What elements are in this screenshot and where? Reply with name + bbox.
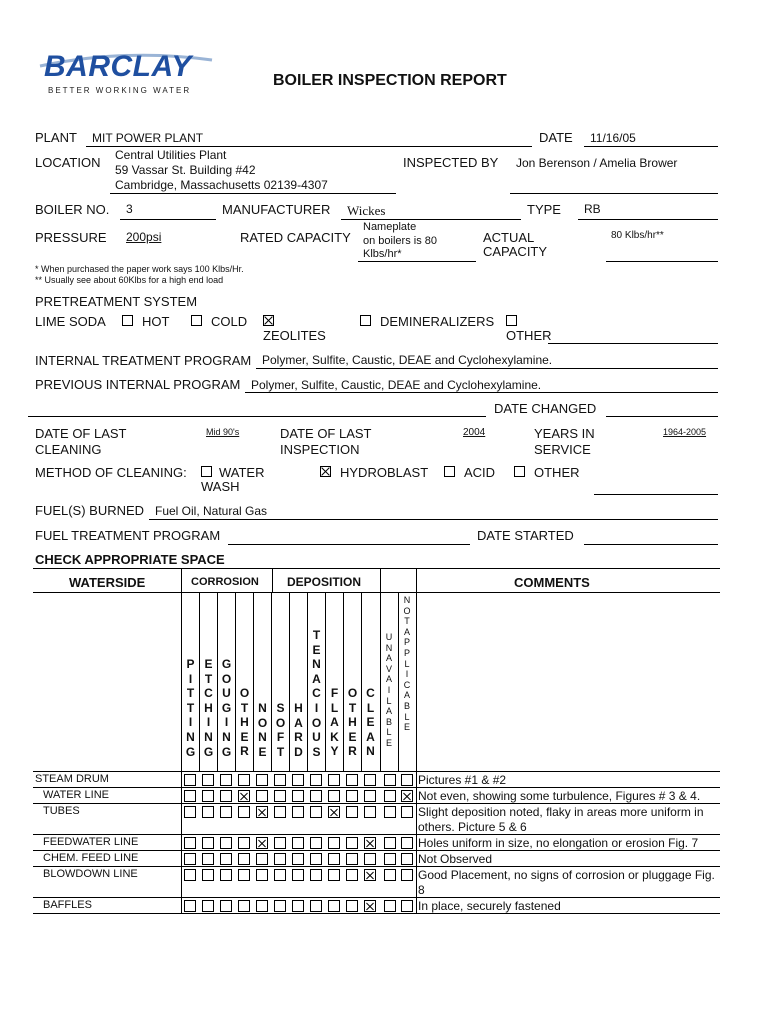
grid-checkbox[interactable] (346, 853, 358, 865)
row-water-line: WATER LINE (43, 789, 110, 801)
last-inspection-label-2: INSPECTION (280, 442, 360, 457)
date-started-label: DATE STARTED (477, 528, 574, 543)
grid-checkbox[interactable] (364, 790, 376, 802)
comment-feedwater-line[interactable]: Holes uniform in size, no elongation or erosion Fig. 7 (418, 836, 699, 850)
grid-checkbox[interactable] (384, 869, 396, 881)
grid-checkbox[interactable] (256, 806, 268, 818)
grid-checkbox[interactable] (310, 869, 322, 881)
method-label: METHOD OF CLEANING: (35, 465, 187, 480)
grid-checkbox[interactable] (292, 790, 304, 802)
note-1: * When purchased the paper work says 100 Klbs/Hr. (35, 264, 244, 274)
previous-program-value[interactable]: Polymer, Sulfite, Caustic, DEAE and Cyclohexylamine. (251, 378, 542, 392)
grid-checkbox[interactable] (384, 790, 396, 802)
grid-checkbox[interactable] (184, 869, 196, 881)
row-chem-feed-line: CHEM. FEED LINE (43, 852, 139, 864)
grid-checkbox[interactable] (202, 774, 214, 786)
grid-checkbox[interactable] (364, 900, 376, 912)
boiler-no-label: BOILER NO. (35, 202, 110, 217)
grid-checkbox[interactable] (184, 774, 196, 786)
inspected-by-label: INSPECTED BY (403, 155, 499, 170)
location-line-3[interactable]: Cambridge, Massachusetts 02139-4307 (115, 178, 328, 192)
grid-checkbox[interactable] (310, 774, 322, 786)
grid-checkbox[interactable] (346, 900, 358, 912)
grid-checkbox[interactable] (292, 869, 304, 881)
grid-checkbox[interactable] (364, 853, 376, 865)
grid-checkbox[interactable] (220, 869, 232, 881)
date-changed-label: DATE CHANGED (494, 401, 597, 416)
deposition-header: DEPOSITION (287, 575, 362, 589)
col-clean: C L E A N (366, 686, 375, 759)
inspected-by-value[interactable]: Jon Berenson / Amelia Brower (516, 156, 678, 170)
last-cleaning-label-1: DATE OF LAST (35, 426, 127, 441)
location-line-1[interactable]: Central Utilities Plant (115, 148, 227, 162)
pretreatment-label: PRETREATMENT SYSTEM (35, 294, 198, 309)
grid-checkbox[interactable] (364, 869, 376, 881)
grid-checkbox[interactable] (384, 837, 396, 849)
grid-checkbox[interactable] (328, 837, 340, 849)
grid-checkbox[interactable] (220, 806, 232, 818)
years-value[interactable]: 1964-2005 (663, 427, 707, 437)
manufacturer-label: MANUFACTURER (222, 202, 331, 217)
grid-checkbox[interactable] (310, 837, 322, 849)
grid-checkbox[interactable] (328, 774, 340, 786)
grid-checkbox[interactable] (202, 869, 214, 881)
grid-checkbox[interactable] (184, 900, 196, 912)
grid-checkbox[interactable] (220, 774, 232, 786)
grid-checkbox[interactable] (202, 806, 214, 818)
grid-checkbox[interactable] (202, 853, 214, 865)
grid-checkbox[interactable] (401, 837, 413, 849)
date-value[interactable]: 11/16/05 (590, 131, 636, 145)
years-label-1: YEARS IN (534, 426, 595, 441)
grid-checkbox[interactable] (238, 806, 250, 818)
grid-checkbox[interactable] (346, 837, 358, 849)
grid-checkbox[interactable] (364, 774, 376, 786)
grid-checkbox[interactable] (364, 837, 376, 849)
grid-checkbox[interactable] (274, 806, 286, 818)
grid-checkbox[interactable] (346, 806, 358, 818)
logo-brand: BARCLAY (44, 50, 192, 83)
grid-checkbox[interactable] (401, 806, 413, 818)
last-cleaning-value[interactable]: Mid 90's (206, 427, 240, 437)
grid-checkbox[interactable] (310, 790, 322, 802)
grid-checkbox[interactable] (256, 900, 268, 912)
rated-capacity-line-2[interactable]: on boilers is 80 (363, 235, 437, 247)
plant-value[interactable]: MIT POWER PLANT (92, 131, 204, 145)
grid-checkbox[interactable] (401, 853, 413, 865)
note-2: ** Usually see about 60Klbs for a high end load (35, 275, 224, 285)
grid-checkbox[interactable] (220, 900, 232, 912)
last-inspection-value[interactable]: 2004 (463, 427, 486, 438)
grid-checkbox[interactable] (202, 837, 214, 849)
internal-program-value[interactable]: Polymer, Sulfite, Caustic, DEAE and Cyclohexylamine. (262, 353, 553, 367)
grid-checkbox[interactable] (292, 853, 304, 865)
col-other-deposition: O T H E R (347, 686, 358, 759)
grid-checkbox[interactable] (256, 774, 268, 786)
grid-checkbox[interactable] (401, 869, 413, 881)
grid-checkbox[interactable] (401, 900, 413, 912)
grid-checkbox[interactable] (328, 790, 340, 802)
fuels-value[interactable]: Fuel Oil, Natural Gas (155, 504, 268, 518)
report-title: BOILER INSPECTION REPORT (273, 72, 507, 89)
grid-checkbox[interactable] (238, 790, 250, 802)
grid-checkbox[interactable] (238, 853, 250, 865)
grid-checkbox[interactable] (274, 853, 286, 865)
col-flaky: F L A K Y (330, 686, 339, 759)
comment-blowdown-line[interactable]: Good Placement, no signs of corrosion or pluggage Fig. 8 (418, 868, 715, 897)
grid-checkbox[interactable] (274, 837, 286, 849)
col-hard: H A R D (294, 701, 303, 759)
grid-checkbox[interactable] (384, 774, 396, 786)
comment-steam-drum[interactable]: Pictures #1 & #2 (418, 773, 507, 787)
demineralizers-label: DEMINERALIZERS (380, 314, 495, 329)
grid-checkbox[interactable] (292, 837, 304, 849)
manufacturer-value[interactable]: Wickes (347, 203, 386, 218)
grid-checkbox[interactable] (184, 837, 196, 849)
comment-chem-feed-line[interactable]: Not Observed (418, 852, 493, 866)
location-label: LOCATION (35, 155, 101, 170)
zeolites-label: ZEOLITES (263, 328, 326, 343)
check-space-label: CHECK APPROPRIATE SPACE (35, 552, 225, 567)
pressure-value[interactable]: 200psi (126, 230, 162, 244)
col-gouging: G O U G I N G (221, 657, 232, 759)
acid-label: ACID (464, 465, 496, 480)
other-method-label: OTHER (534, 465, 580, 480)
grid-checkbox[interactable] (328, 806, 340, 818)
boiler-no-value[interactable]: 3 (126, 202, 133, 216)
wash-label: WASH (201, 479, 240, 494)
grid-checkbox[interactable] (292, 900, 304, 912)
rated-capacity-label: RATED CAPACITY (240, 230, 351, 245)
grid-checkbox[interactable] (202, 900, 214, 912)
cold-label: COLD (211, 314, 248, 329)
corrosion-header: CORROSION (191, 576, 259, 588)
grid-checkbox[interactable] (310, 900, 322, 912)
actual-capacity-label-2: CAPACITY (483, 244, 548, 259)
grid-checkbox[interactable] (274, 790, 286, 802)
hot-label: HOT (142, 314, 170, 329)
type-value[interactable]: RB (584, 202, 601, 216)
grid-checkbox[interactable] (238, 869, 250, 881)
comment-tubes[interactable]: Slight deposition noted, flaky in areas more uniform in others. Picture 5 & 6 (418, 805, 704, 834)
grid-checkbox[interactable] (364, 806, 376, 818)
grid-checkbox[interactable] (238, 900, 250, 912)
grid-checkbox[interactable] (401, 774, 413, 786)
type-label: TYPE (527, 202, 561, 217)
row-tubes: TUBES (43, 805, 80, 817)
actual-capacity-label-1: ACTUAL (483, 230, 535, 245)
grid-checkbox[interactable] (310, 853, 322, 865)
col-tenacious: T E N A C I O U S (311, 628, 322, 759)
grid-checkbox[interactable] (256, 790, 268, 802)
grid-checkbox[interactable] (274, 774, 286, 786)
grid-checkbox[interactable] (292, 774, 304, 786)
col-none: N O N E (257, 701, 268, 759)
grid-checkbox[interactable] (238, 837, 250, 849)
grid-checkbox[interactable] (184, 806, 196, 818)
years-label-2: SERVICE (534, 442, 591, 457)
hydroblast-label: HYDROBLAST (340, 465, 429, 480)
rated-capacity-line-1[interactable]: Nameplate (363, 221, 417, 233)
grid-checkbox[interactable] (256, 853, 268, 865)
grid-checkbox[interactable] (184, 790, 196, 802)
col-soft: S O F T (275, 701, 286, 759)
grid-checkbox[interactable] (220, 837, 232, 849)
plant-label: PLANT (35, 130, 77, 145)
grid-checkbox[interactable] (292, 806, 304, 818)
grid-checkbox[interactable] (256, 837, 268, 849)
fuels-label: FUEL(S) BURNED (35, 503, 145, 518)
date-label: DATE (539, 130, 573, 145)
grid-checkbox[interactable] (328, 900, 340, 912)
comment-water-line[interactable]: Not even, showing some turbulence, Figures # 3 & 4. (418, 789, 701, 803)
grid-checkbox[interactable] (401, 790, 413, 802)
grid-checkbox[interactable] (346, 774, 358, 786)
previous-program-label: PREVIOUS INTERNAL PROGRAM (35, 377, 241, 392)
col-etching: E T C H I N G (203, 657, 214, 759)
col-not-applicable: N O T A P P L I C A B L E (403, 595, 411, 733)
comments-header: COMMENTS (514, 575, 590, 590)
grid-checkbox[interactable] (274, 869, 286, 881)
row-baffles: BAFFLES (43, 899, 92, 911)
fuel-treatment-label: FUEL TREATMENT PROGRAM (35, 528, 221, 543)
pressure-label: PRESSURE (35, 230, 107, 245)
grid-checkbox[interactable] (384, 853, 396, 865)
grid-checkbox[interactable] (310, 806, 322, 818)
lime-soda-label: LIME SODA (35, 314, 106, 329)
col-other-corrosion: O T H E R (239, 686, 250, 759)
col-pitting: P I T T I N G (185, 657, 196, 759)
grid-checkbox[interactable] (328, 869, 340, 881)
grid-checkbox[interactable] (220, 853, 232, 865)
last-inspection-label-1: DATE OF LAST (280, 426, 372, 441)
last-cleaning-label-2: CLEANING (35, 442, 102, 457)
row-blowdown-line: BLOWDOWN LINE (43, 868, 138, 880)
grid-checkbox[interactable] (346, 869, 358, 881)
grid-checkbox[interactable] (184, 853, 196, 865)
row-feedwater-line: FEEDWATER LINE (43, 836, 139, 848)
grid-checkbox[interactable] (384, 900, 396, 912)
grid-checkbox[interactable] (256, 869, 268, 881)
grid-checkbox[interactable] (274, 900, 286, 912)
row-steam-drum: STEAM DRUM (35, 773, 109, 785)
grid-checkbox[interactable] (384, 806, 396, 818)
grid-checkbox[interactable] (238, 774, 250, 786)
water-label: WATER (219, 465, 265, 480)
other-pretreat-label: OTHER (506, 328, 552, 343)
location-line-2[interactable]: 59 Vassar St. Building #42 (115, 163, 256, 177)
waterside-header: WATERSIDE (69, 575, 146, 590)
internal-program-label: INTERNAL TREATMENT PROGRAM (35, 353, 252, 368)
grid-checkbox[interactable] (346, 790, 358, 802)
grid-checkbox[interactable] (220, 790, 232, 802)
actual-capacity-value[interactable]: 80 Klbs/hr** (611, 230, 664, 241)
grid-checkbox[interactable] (202, 790, 214, 802)
col-unavailable: U N A V A I L A B L E (385, 632, 393, 748)
rated-capacity-line-3[interactable]: Klbs/hr* (363, 248, 402, 260)
logo-tagline: BETTER WORKING WATER (48, 86, 192, 95)
grid-checkbox[interactable] (328, 853, 340, 865)
comment-baffles[interactable]: In place, securely fastened (418, 899, 561, 913)
